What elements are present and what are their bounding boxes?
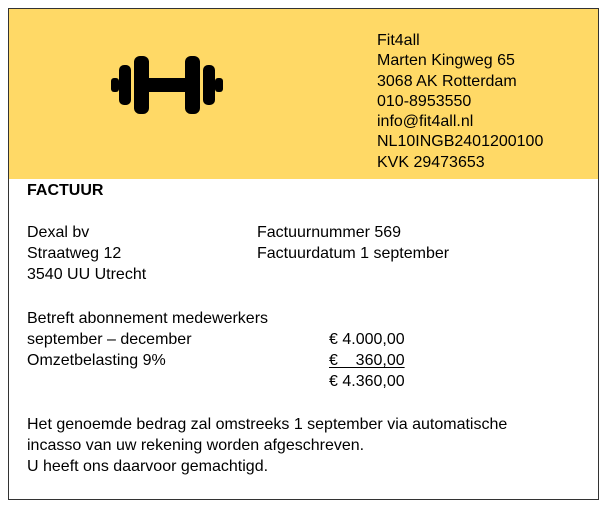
recipient-postal-city: 3540 UU Utrecht [27, 266, 147, 283]
letterhead-band [9, 9, 598, 179]
company-name: Fit4all [377, 32, 420, 49]
company-postal-city: 3068 AK Rotterdam [377, 72, 517, 90]
company-kvk: KVK 29473653 [377, 153, 485, 171]
invoice-date: Factuurdatum 1 september [257, 245, 450, 262]
dumbbell-icon [109, 54, 225, 116]
company-address-block [377, 31, 543, 173]
line-item-label: september – december [27, 331, 192, 348]
company-email: info@fit4all.nl [377, 113, 474, 131]
invoice-title: FACTUUR [27, 182, 104, 199]
company-iban: NL10INGB2401200100 [377, 133, 544, 151]
recipient-name: Dexal bv [27, 224, 90, 241]
invoice-meta-block [257, 222, 449, 264]
payment-notice-line: Het genoemde bedrag zal omstreeks 1 september via automatische [27, 416, 508, 433]
invoice-number: Factuurnummer 569 [257, 224, 402, 241]
payment-notice [27, 414, 507, 477]
line-item-amount: € 4.000,00 [329, 331, 405, 348]
company-street: Marten Kingweg 65 [377, 52, 515, 70]
company-phone: 010-8953550 [377, 92, 472, 110]
recipient-address-block [27, 222, 146, 285]
vat-amount: € 360,00 [329, 352, 405, 369]
invoice-subject: Betreft abonnement medewerkers [27, 310, 269, 327]
vat-label: Omzetbelasting 9% [27, 352, 166, 369]
total-amount: € 4.360,00 [329, 373, 405, 390]
invoice-document [8, 8, 599, 500]
payment-notice-line: incasso van uw rekening worden afgeschreven. [27, 437, 365, 454]
recipient-street: Straatweg 12 [27, 245, 122, 262]
payment-notice-line: U heeft ons daarvoor gemachtigd. [27, 458, 269, 475]
